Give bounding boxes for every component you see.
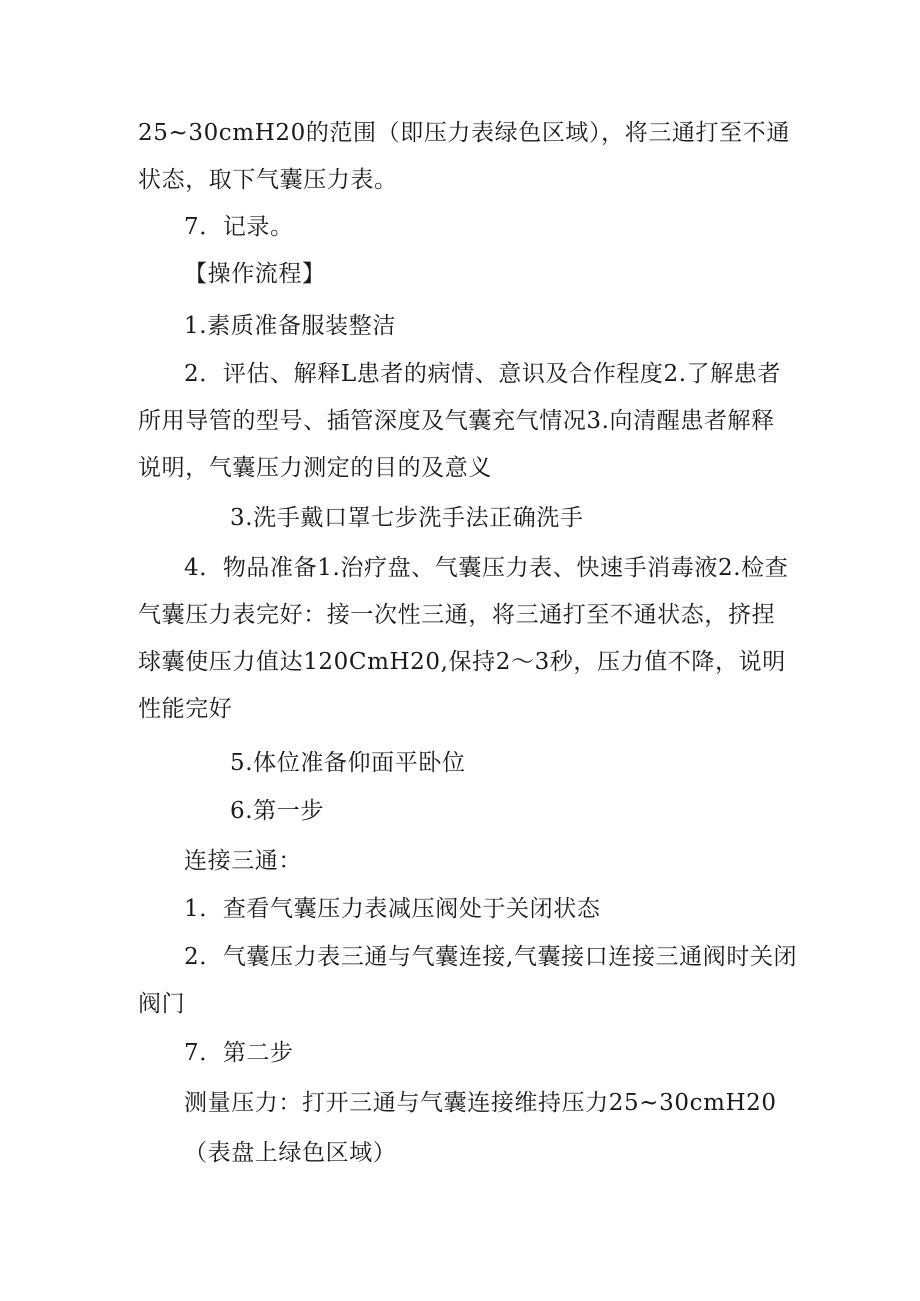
item-number: 5 [230,750,246,776]
paragraph-item-2: 2．评估、解释L患者的病情、意识及合作程度2.了解患者所用导管的型号、插管深度及气囊充气情况3.向清醒患者解释说明，气囊压力测定的目的及意义 [138,361,782,481]
item-text: .洗手戴口罩七步洗手法正确洗手 [245,505,584,531]
paragraph-item-7: 7．第二步 [184,1040,294,1066]
paragraph-connect-tee: 连接三通： [184,848,302,874]
section-heading-procedure: 【操作流程】 [184,261,326,287]
paragraph-item-6 [138,788,798,835]
paragraph-step-7-record: 7．记录。 [184,214,294,240]
item-number: 6 [230,798,246,824]
paragraph-green-zone: （表盘上绿色区域） [184,1140,397,1166]
paragraph-substep-1: 1．查看气囊压力表减压阀处于关闭状态 [184,896,601,922]
item-text: .第一步 [245,798,324,824]
item-text: .体位准备仰面平卧位 [245,750,466,776]
paragraph-item-5 [138,740,798,787]
paragraph-item-4: 4．物品准备1.治疗盘、气囊压力表、快速手消毒液2.检查气囊压力表完好：接一次性三通，将三通打至不通状态，挤捏球囊使压力值达120CmH20,保持2～3秒，压力值不降，说明性能完好 [138,555,789,722]
paragraph-measure-pressure: 测量压力：打开三通与气囊连接维持压力25~30cmH20 [184,1090,777,1116]
paragraph-item-3 [138,495,798,542]
paragraph-pressure-range: 25~30cmH20的范围（即压力表绿色区域），将三通打至不通状态，取下气囊压力表。 [138,120,790,193]
paragraph-item-1: 1.素质准备服装整洁 [184,313,396,339]
paragraph-substep-2: 2．气囊压力表三通与气囊连接,气囊接口连接三通阀时关闭阀门 [138,944,798,1017]
item-number: 3 [230,505,246,531]
